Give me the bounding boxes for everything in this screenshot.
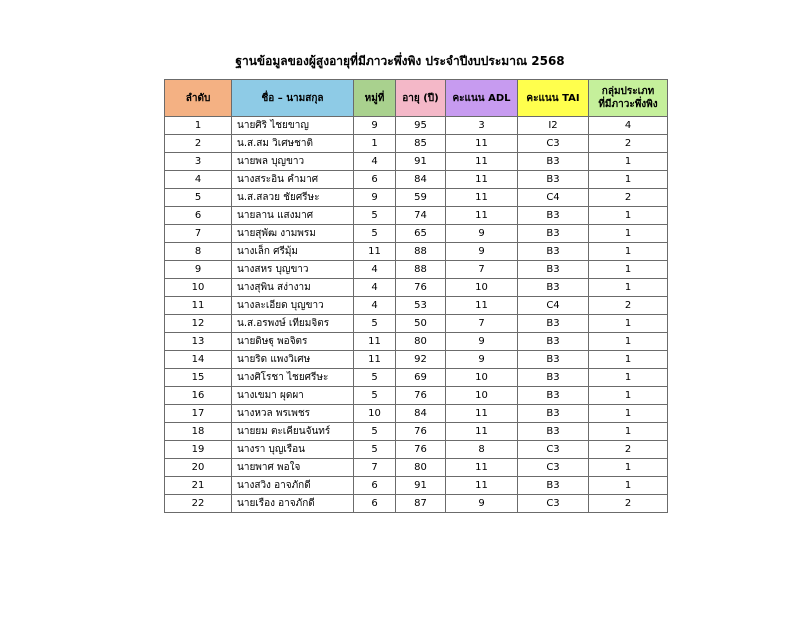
village-cell: 4	[354, 261, 396, 279]
table-row	[165, 315, 668, 333]
table-row	[165, 171, 668, 189]
village-cell: 4	[354, 153, 396, 171]
adl-cell: 11	[446, 297, 518, 315]
adl-cell: 10	[446, 279, 518, 297]
village-cell: 11	[354, 351, 396, 369]
table-row	[165, 459, 668, 477]
village-cell: 11	[354, 333, 396, 351]
table-row	[165, 405, 668, 423]
name-cell: น.ส.สลวย ชัยศรีษะ	[232, 189, 354, 207]
tai-cell: C4	[518, 189, 589, 207]
tai-cell: B3	[518, 261, 589, 279]
age-cell: 87	[396, 495, 446, 513]
name-cell: นางสวิง อาจภักดี	[232, 477, 354, 495]
village-cell: 6	[354, 477, 396, 495]
age-cell: 50	[396, 315, 446, 333]
age-cell: 84	[396, 405, 446, 423]
village-cell: 5	[354, 369, 396, 387]
village-cell: 6	[354, 495, 396, 513]
group-cell: 2	[589, 297, 668, 315]
order-cell: 10	[165, 279, 232, 297]
order-cell: 1	[165, 117, 232, 135]
village-cell: 5	[354, 387, 396, 405]
group-cell: 1	[589, 351, 668, 369]
table-row	[165, 423, 668, 441]
group-cell: 1	[589, 387, 668, 405]
header-dependency-group-line1: กลุ่มประเภท	[601, 86, 655, 97]
order-cell: 21	[165, 477, 232, 495]
village-cell: 10	[354, 405, 396, 423]
age-cell: 74	[396, 207, 446, 225]
order-cell: 13	[165, 333, 232, 351]
table-row	[165, 243, 668, 261]
adl-cell: 11	[446, 405, 518, 423]
table-row	[165, 189, 668, 207]
tai-cell: B3	[518, 225, 589, 243]
adl-cell: 11	[446, 423, 518, 441]
age-cell: 92	[396, 351, 446, 369]
tai-cell: C4	[518, 297, 589, 315]
village-cell: 4	[354, 279, 396, 297]
elderly-dependency-table	[164, 79, 668, 513]
name-cell: นางหวล พรเพชร	[232, 405, 354, 423]
age-cell: 53	[396, 297, 446, 315]
village-cell: 4	[354, 297, 396, 315]
tai-cell: C3	[518, 441, 589, 459]
group-cell: 1	[589, 261, 668, 279]
group-cell: 2	[589, 495, 668, 513]
table-row	[165, 369, 668, 387]
age-cell: 59	[396, 189, 446, 207]
tai-cell: B3	[518, 369, 589, 387]
order-cell: 7	[165, 225, 232, 243]
age-cell: 76	[396, 441, 446, 459]
age-cell: 88	[396, 243, 446, 261]
adl-cell: 11	[446, 171, 518, 189]
table-row	[165, 117, 668, 135]
header-fullname: ชื่อ – นามสกุล	[232, 80, 354, 117]
order-cell: 16	[165, 387, 232, 405]
adl-cell: 9	[446, 351, 518, 369]
table-row	[165, 333, 668, 351]
tai-cell: B3	[518, 423, 589, 441]
table-body	[165, 117, 668, 513]
order-cell: 20	[165, 459, 232, 477]
tai-cell: B3	[518, 315, 589, 333]
age-cell: 91	[396, 153, 446, 171]
name-cell: น.ส.สม วิเศษชาติ	[232, 135, 354, 153]
village-cell: 5	[354, 207, 396, 225]
adl-cell: 11	[446, 135, 518, 153]
table-row	[165, 387, 668, 405]
age-cell: 65	[396, 225, 446, 243]
group-cell: 1	[589, 207, 668, 225]
table-row	[165, 441, 668, 459]
name-cell: นางสระอิน คำมาศ	[232, 171, 354, 189]
adl-cell: 7	[446, 261, 518, 279]
order-cell: 8	[165, 243, 232, 261]
table-row	[165, 153, 668, 171]
name-cell: นายริด แพงวิเศษ	[232, 351, 354, 369]
group-cell: 1	[589, 423, 668, 441]
group-cell: 1	[589, 171, 668, 189]
adl-cell: 10	[446, 387, 518, 405]
adl-cell: 7	[446, 315, 518, 333]
age-cell: 69	[396, 369, 446, 387]
group-cell: 2	[589, 189, 668, 207]
name-cell: น.ส.อรพงษ์ เทียมจิตร	[232, 315, 354, 333]
header-dependency-group	[589, 80, 668, 117]
village-cell: 5	[354, 423, 396, 441]
order-cell: 6	[165, 207, 232, 225]
age-cell: 76	[396, 387, 446, 405]
tai-cell: B3	[518, 387, 589, 405]
tai-cell: C3	[518, 495, 589, 513]
group-cell: 1	[589, 333, 668, 351]
age-cell: 76	[396, 423, 446, 441]
tai-cell: C3	[518, 459, 589, 477]
age-cell: 85	[396, 135, 446, 153]
name-cell: นางรา บุญเรือน	[232, 441, 354, 459]
order-cell: 5	[165, 189, 232, 207]
group-cell: 1	[589, 243, 668, 261]
village-cell: 5	[354, 225, 396, 243]
tai-cell: C3	[518, 135, 589, 153]
adl-cell: 11	[446, 477, 518, 495]
group-cell: 1	[589, 459, 668, 477]
village-cell: 1	[354, 135, 396, 153]
age-cell: 95	[396, 117, 446, 135]
adl-cell: 10	[446, 369, 518, 387]
table-row	[165, 477, 668, 495]
group-cell: 1	[589, 315, 668, 333]
table-row	[165, 207, 668, 225]
name-cell: นางเล็ก ศรีมุ้ม	[232, 243, 354, 261]
village-cell: 5	[354, 441, 396, 459]
village-cell: 9	[354, 117, 396, 135]
group-cell: 4	[589, 117, 668, 135]
table-row	[165, 351, 668, 369]
name-cell: นายพล บุญขาว	[232, 153, 354, 171]
header-dependency-group-line2: ที่มีภาวะพึ่งพิง	[598, 99, 658, 110]
tai-cell: B3	[518, 279, 589, 297]
village-cell: 5	[354, 315, 396, 333]
tai-cell: B3	[518, 153, 589, 171]
adl-cell: 9	[446, 225, 518, 243]
adl-cell: 8	[446, 441, 518, 459]
tai-cell: B3	[518, 243, 589, 261]
village-cell: 6	[354, 171, 396, 189]
header-tai-score: คะแนน TAI	[518, 80, 589, 117]
group-cell: 2	[589, 135, 668, 153]
name-cell: นายลาน แสงมาศ	[232, 207, 354, 225]
group-cell: 1	[589, 225, 668, 243]
header-order: ลำดับ	[165, 80, 232, 117]
name-cell: นางสหร บุญขาว	[232, 261, 354, 279]
age-cell: 88	[396, 261, 446, 279]
adl-cell: 9	[446, 333, 518, 351]
adl-cell: 11	[446, 459, 518, 477]
order-cell: 9	[165, 261, 232, 279]
tai-cell: I2	[518, 117, 589, 135]
name-cell: นางศิโรชา ไชยศรีษะ	[232, 369, 354, 387]
adl-cell: 9	[446, 243, 518, 261]
order-cell: 3	[165, 153, 232, 171]
table-row	[165, 135, 668, 153]
age-cell: 84	[396, 171, 446, 189]
age-cell: 76	[396, 279, 446, 297]
order-cell: 2	[165, 135, 232, 153]
tai-cell: B3	[518, 207, 589, 225]
order-cell: 18	[165, 423, 232, 441]
adl-cell: 9	[446, 495, 518, 513]
group-cell: 1	[589, 477, 668, 495]
group-cell: 1	[589, 369, 668, 387]
group-cell: 1	[589, 153, 668, 171]
name-cell: นางเขมา ผุดผา	[232, 387, 354, 405]
table-row	[165, 261, 668, 279]
name-cell: นายเรือง อาจภักดี	[232, 495, 354, 513]
order-cell: 15	[165, 369, 232, 387]
group-cell: 1	[589, 279, 668, 297]
adl-cell: 11	[446, 189, 518, 207]
table-row	[165, 225, 668, 243]
header-village: หมู่ที่	[354, 80, 396, 117]
name-cell: นายยม ตะเคียนจันทร์	[232, 423, 354, 441]
tai-cell: B3	[518, 333, 589, 351]
order-cell: 17	[165, 405, 232, 423]
order-cell: 11	[165, 297, 232, 315]
order-cell: 4	[165, 171, 232, 189]
group-cell: 1	[589, 405, 668, 423]
village-cell: 9	[354, 189, 396, 207]
document-title: ฐานข้อมูลของผู้สูงอายุที่มีภาวะพึ่งพิง ประจำปีงบประมาณ 2568	[235, 54, 565, 68]
name-cell: นายพาศ พอใจ	[232, 459, 354, 477]
village-cell: 11	[354, 243, 396, 261]
table-row	[165, 495, 668, 513]
header-adl-score: คะแนน ADL	[446, 80, 518, 117]
group-cell: 2	[589, 441, 668, 459]
table-header-row	[165, 80, 668, 117]
order-cell: 19	[165, 441, 232, 459]
order-cell: 12	[165, 315, 232, 333]
name-cell: นายศิริ ไชยขาญ	[232, 117, 354, 135]
name-cell: นายดิษฐุ พอจิตร	[232, 333, 354, 351]
adl-cell: 11	[446, 153, 518, 171]
age-cell: 91	[396, 477, 446, 495]
name-cell: นางสุพิน สง่างาม	[232, 279, 354, 297]
adl-cell: 3	[446, 117, 518, 135]
table-row	[165, 279, 668, 297]
header-age: อายุ (ปี)	[396, 80, 446, 117]
table-row	[165, 297, 668, 315]
order-cell: 22	[165, 495, 232, 513]
tai-cell: B3	[518, 351, 589, 369]
tai-cell: B3	[518, 171, 589, 189]
name-cell: นายสุพัฒ งามพรม	[232, 225, 354, 243]
adl-cell: 11	[446, 207, 518, 225]
name-cell: นางละเอียด บุญขาว	[232, 297, 354, 315]
tai-cell: B3	[518, 477, 589, 495]
village-cell: 7	[354, 459, 396, 477]
age-cell: 80	[396, 459, 446, 477]
tai-cell: B3	[518, 405, 589, 423]
order-cell: 14	[165, 351, 232, 369]
age-cell: 80	[396, 333, 446, 351]
